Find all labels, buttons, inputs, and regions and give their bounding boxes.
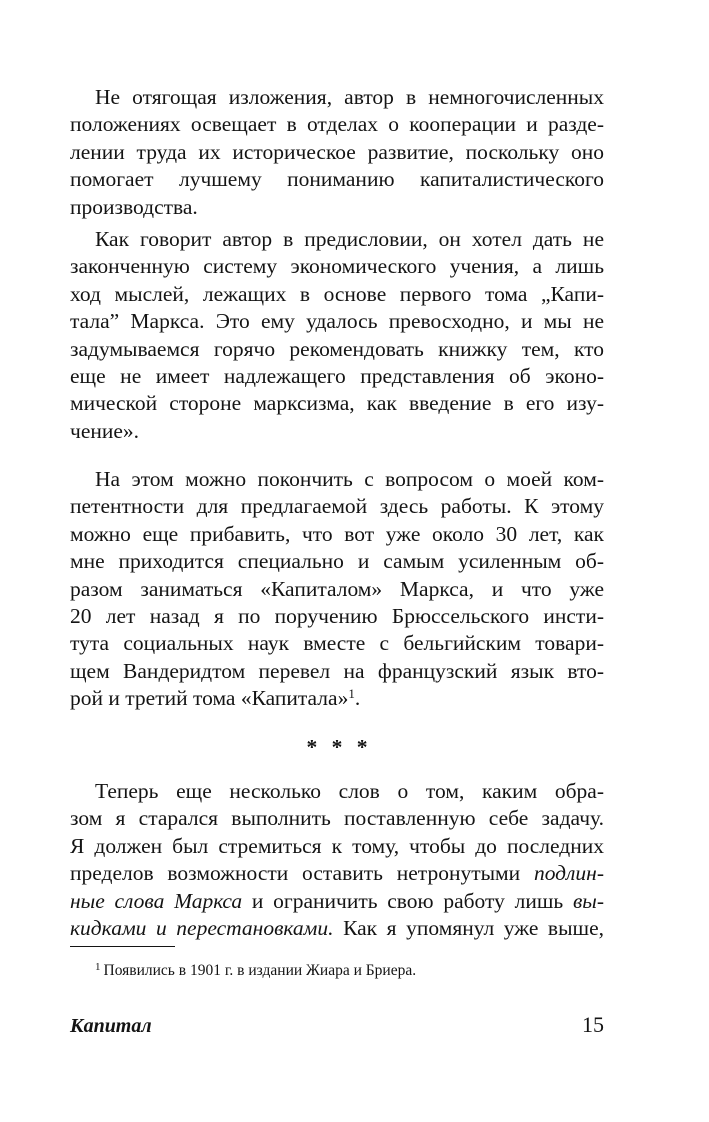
text-line <box>70 363 604 390</box>
line-text: производства. <box>70 194 198 219</box>
text-line <box>70 603 604 630</box>
line-text: задумываемся горячо рекомендовать книжку тем, кто <box>70 336 604 361</box>
line-text: зом я старался выполнить поставленную себе задачу. <box>70 806 604 831</box>
line-text: Я должен был стремиться к тому, чтобы до последних <box>70 833 604 858</box>
emphasized-text: кидками и перестановками. <box>70 915 334 940</box>
paragraph <box>70 778 604 942</box>
text-line <box>70 576 604 603</box>
line-text: еще не имеет надлежащего представления об эконо- <box>70 363 604 388</box>
line-text: На этом можно покончить с вопросом о моей ком- <box>95 467 604 491</box>
line-text: лении труда их историческое развитие, поскольку оно <box>70 139 604 164</box>
text-line <box>70 915 604 942</box>
text-line <box>70 139 604 166</box>
text-line <box>70 390 604 417</box>
text-line <box>70 888 604 915</box>
running-title: Капитал <box>70 1015 152 1037</box>
line-text: Как говорит автор в предисловии, он хотел дать не <box>95 227 604 251</box>
text-line <box>70 833 604 860</box>
line-text: Теперь еще несколько слов о том, каким обра- <box>95 779 604 803</box>
text-line <box>70 84 604 111</box>
text-line <box>70 630 604 657</box>
line-text: Не отягощая изложения, автор в немногочисленных <box>95 85 604 109</box>
text-line <box>70 521 604 548</box>
line-text: тала” Маркса. Это ему удалось превосходно, и мы не <box>70 309 604 334</box>
line-text: петентности для предлагаемой здесь работы. К этому <box>70 494 604 519</box>
line-text: рой и третий тома «Капитала» <box>70 686 349 711</box>
line-text: помогает лучшему пониманию капиталистического <box>70 167 604 192</box>
line-text: . <box>354 686 361 711</box>
emphasized-text: вы- <box>572 888 604 913</box>
text-line <box>70 336 604 363</box>
text-line <box>70 658 604 685</box>
footnote-marker: 1 <box>95 961 101 973</box>
line-text: мне приходится специально и самым усиленным об- <box>70 549 604 574</box>
text-line <box>70 166 604 193</box>
footnote-divider <box>70 946 175 947</box>
paragraph <box>70 84 604 221</box>
page-number: 15 <box>582 1012 604 1037</box>
line-text: тута социальных наук вместе с бельгийским товари- <box>70 631 604 656</box>
text-line <box>70 308 604 335</box>
line-text: и ограничить свою работу лишь <box>242 888 573 913</box>
section-separator: * * * <box>306 735 368 759</box>
text-line <box>70 253 604 280</box>
text-line <box>70 778 604 805</box>
footnote-text: Появились в 1901 г. в издании Жиара и Бриера. <box>103 962 417 979</box>
text-line <box>70 860 604 887</box>
text-line <box>70 466 604 493</box>
line-text: пределов возможности оставить нетронутыми <box>70 861 534 886</box>
emphasized-text: подлин- <box>533 861 604 886</box>
text-line <box>70 111 604 138</box>
line-text: можно еще прибавить, что вот уже около 30 лет, как <box>70 521 604 546</box>
line-text: положениях освещает в отделах о кооперации и разде- <box>70 112 604 137</box>
text-line <box>70 685 604 712</box>
paragraph <box>70 466 604 713</box>
line-text: чение». <box>70 418 140 443</box>
emphasized-text: ные слова Маркса <box>70 888 243 913</box>
text-line <box>70 226 604 253</box>
line-text: разом заниматься «Капиталом» Маркса, и что уже <box>70 576 604 601</box>
line-text: законченную систему экономического учения, а лишь <box>70 254 604 279</box>
line-text: 20 лет назад я по поручению Брюссельского инсти- <box>70 603 604 628</box>
text-line <box>70 194 604 221</box>
text-line <box>70 493 604 520</box>
line-text: щем Вандеридтом перевел на французский язык вто- <box>70 658 604 683</box>
text-line <box>70 418 604 445</box>
footnote <box>95 961 595 981</box>
footnote-reference: 1 <box>348 686 355 702</box>
text-line <box>70 548 604 575</box>
text-line <box>70 281 604 308</box>
text-line <box>70 805 604 832</box>
line-text: ход мыслей, лежащих в основе первого тома „Капи- <box>70 281 604 306</box>
line-text: мической стороне марксизма, как введение в его изу- <box>70 391 604 416</box>
paragraph <box>70 226 604 445</box>
line-text: Как я упомянул уже выше, <box>333 915 604 940</box>
